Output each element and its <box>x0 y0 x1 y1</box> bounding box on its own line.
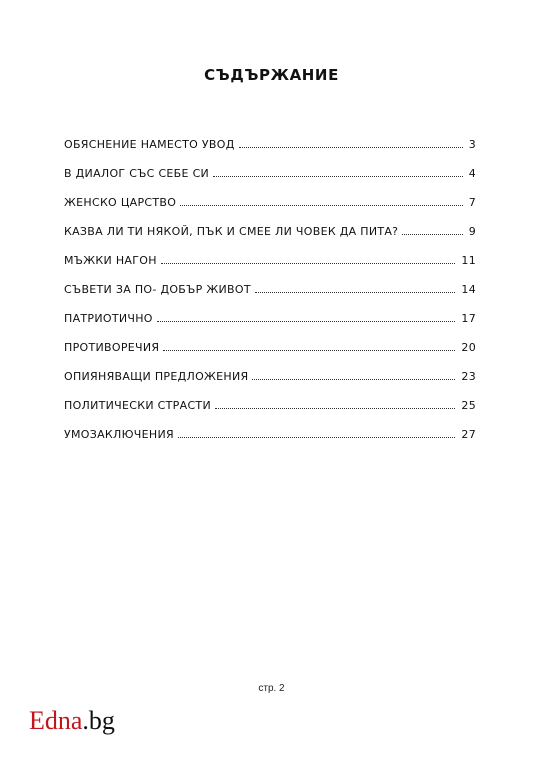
toc-dot-leader <box>178 437 455 438</box>
toc-entry-label: КАЗВА ЛИ ТИ НЯКОЙ, ПЪК И СМЕЕ ЛИ ЧОВЕК ДА ПИТА? <box>64 225 399 238</box>
toc-dot-leader <box>157 321 456 322</box>
toc-entry-page: 23 <box>461 370 476 383</box>
toc-entry-label: В ДИАЛОГ СЪС СЕБЕ СИ <box>64 167 210 180</box>
toc-entry-label: ЖЕНСКО ЦАРСТВО <box>64 196 177 209</box>
toc-entry-page: 20 <box>461 341 476 354</box>
toc-entry-page: 27 <box>461 428 476 441</box>
toc-entry <box>64 138 476 167</box>
toc-dot-leader <box>255 292 456 293</box>
toc-entry-page: 4 <box>468 167 476 180</box>
toc-dot-leader <box>215 408 455 409</box>
toc-entry <box>64 312 476 341</box>
toc-entry-page: 3 <box>468 138 476 151</box>
toc-entry-page: 9 <box>468 225 476 238</box>
toc-entry-page: 25 <box>461 399 476 412</box>
logo-tld: .bg <box>82 706 115 735</box>
toc-entry-label: ОПИЯНЯВАЩИ ПРЕДЛОЖЕНИЯ <box>64 370 249 383</box>
toc-entry-label: УМОЗАКЛЮЧЕНИЯ <box>64 428 174 441</box>
toc-entry <box>64 341 476 370</box>
toc-entry-label: СЪВЕТИ ЗА ПО- ДОБЪР ЖИВОТ <box>64 283 251 296</box>
toc-entry <box>64 254 476 283</box>
toc-dot-leader <box>161 263 456 264</box>
logo-brand: Edna <box>29 706 83 735</box>
page-number: стр. 2 <box>258 683 285 694</box>
toc-entry <box>64 283 476 312</box>
toc-entry <box>64 399 476 428</box>
toc-entry-label: ПАТРИОТИЧНО <box>64 312 153 325</box>
toc-entry <box>64 370 476 399</box>
toc-entry-label: ПРОТИВОРЕЧИЯ <box>64 341 160 354</box>
toc-entry <box>64 428 476 457</box>
toc-dot-leader <box>163 350 455 351</box>
toc-entry <box>64 196 476 225</box>
toc-dot-leader <box>213 176 463 177</box>
toc-entry-page: 11 <box>461 254 476 267</box>
toc-entry <box>64 225 476 254</box>
toc-dot-leader <box>239 147 463 148</box>
toc-dot-leader <box>402 234 462 235</box>
toc-dot-leader <box>252 379 455 380</box>
toc-entry-page: 14 <box>461 283 476 296</box>
toc-entry-label: ПОЛИТИЧЕСКИ СТРАСТИ <box>64 399 211 412</box>
toc-entry-page: 7 <box>468 196 476 209</box>
toc-entry-label: ОБЯСНЕНИЕ НАМЕСТО УВОД <box>64 138 235 151</box>
toc-entry-label: МЪЖКИ НАГОН <box>64 254 157 267</box>
toc-dot-leader <box>180 205 462 206</box>
table-of-contents <box>64 138 476 457</box>
toc-entry <box>64 167 476 196</box>
edna-logo <box>29 706 115 736</box>
toc-entry-page: 17 <box>461 312 476 325</box>
toc-title: СЪДЪРЖАНИЕ <box>204 66 339 84</box>
